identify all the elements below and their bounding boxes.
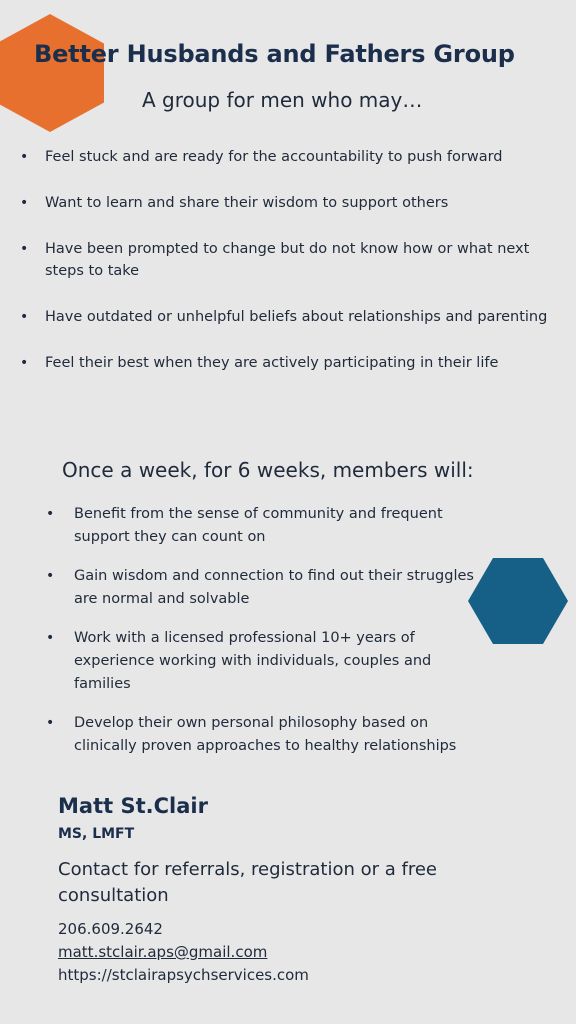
benefits-heading: Once a week, for 6 weeks, members will:	[62, 458, 474, 482]
audience-list-item: • Have outdated or unhelpful beliefs about relationships and parenting	[20, 306, 560, 328]
benefits-list-item: • Gain wisdom and connection to find out their struggles are normal and solvable	[46, 565, 486, 611]
audience-list-item: • Feel their best when they are actively participating in their life	[20, 352, 560, 374]
audience-list-item: • Feel stuck and are ready for the accountability to push forward	[20, 146, 560, 168]
orange-hexagon-shape	[0, 14, 104, 132]
page-title: Better Husbands and Fathers Group	[34, 40, 515, 68]
benefits-list-item: • Develop their own personal philosophy based on clinically proven approaches to healthy relationships	[46, 712, 486, 758]
benefits-list	[46, 503, 486, 774]
audience-list	[20, 146, 560, 398]
audience-list-item: • Want to learn and share their wisdom to support others	[20, 192, 560, 214]
benefits-list-item: • Work with a licensed professional 10+ years of experience working with individuals, couples and families	[46, 627, 486, 696]
contact-call-to-action: Contact for referrals, registration or a free consultation	[58, 859, 438, 906]
contact-phone: 206.609.2642	[58, 920, 163, 938]
page-subtitle: A group for men who may…	[142, 88, 423, 112]
audience-list-item: • Have been prompted to change but do not know how or what next steps to take	[20, 238, 560, 282]
contact-website[interactable]: https://stclairapsychservices.com	[58, 966, 309, 984]
contact-name: Matt St.Clair	[58, 794, 208, 818]
contact-email-link[interactable]: matt.stclair.aps@gmail.com	[58, 943, 268, 961]
contact-credentials: MS, LMFT	[58, 826, 135, 842]
benefits-list-item: • Benefit from the sense of community and frequent support they can count on	[46, 503, 486, 549]
